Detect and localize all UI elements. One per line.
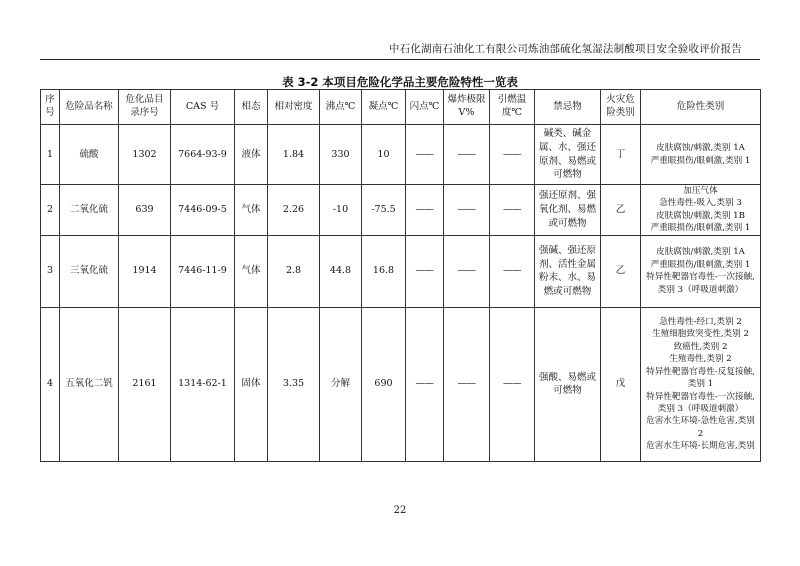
hazard-line: 急性毒性-吸入,类别 3: [659, 198, 742, 209]
cell-forbidden: 强酸、易燃或可燃物: [535, 307, 601, 461]
cell-freezing: 16.8: [362, 235, 406, 307]
cell-cas: 7664-93-9: [171, 125, 235, 185]
col-freezing-header: 凝点℃: [362, 90, 406, 125]
col-cas-header: CAS 号: [171, 90, 235, 125]
cell-seq: 2: [41, 185, 60, 236]
hazard-line: 严重眼损伤/眼刺激,类别 1: [650, 223, 751, 234]
cell-phase: 气体: [235, 235, 268, 307]
cell-explosive: ——: [444, 307, 490, 461]
table-row: [41, 235, 761, 307]
hazard-table: [40, 89, 761, 462]
hazard-line: 严重眼损伤/眼刺激,类别 1: [650, 259, 751, 270]
hazard-line: 特异性靶器官毒性-一次接触,: [646, 272, 755, 283]
cell-fire-class: 乙: [601, 185, 641, 236]
col-hazards-header: 危险性类别: [641, 90, 761, 125]
page-number: 22: [393, 505, 407, 516]
table-row: [41, 125, 761, 185]
cell-explosive: ——: [444, 125, 490, 185]
cell-name: 五氧化二钒: [60, 307, 119, 461]
cell-ignition: ——: [490, 235, 535, 307]
cell-freezing: 690: [362, 307, 406, 461]
cell-flash: ——: [406, 235, 444, 307]
cell-ignition: ——: [490, 125, 535, 185]
col-forbidden-header: 禁忌物: [535, 90, 601, 125]
cell-phase: 液体: [235, 125, 268, 185]
hazard-line: 皮肤腐蚀/刺激,类别 1A: [656, 247, 745, 258]
hazard-line: 生殖毒性,类别 2: [669, 354, 732, 365]
hazard-line: 2: [697, 428, 704, 439]
cell-flash: ——: [406, 307, 444, 461]
hazard-line: 危害水生环境-长期危害,类别: [646, 441, 755, 452]
cell-boiling: 330: [320, 125, 362, 185]
cell-density: 2.26: [268, 185, 320, 236]
cell-forbidden: 强还原剂、强氧化剂、易燃或可燃物: [535, 185, 601, 236]
cell-boiling: 44.8: [320, 235, 362, 307]
col-ignition-header: 引燃温度℃: [490, 90, 535, 125]
cell-ignition: ——: [490, 185, 535, 236]
hazard-line: 生殖细胞致突变性,类别 2: [652, 329, 749, 340]
cell-cas: 7446-11-9: [171, 235, 235, 307]
cell-phase: 气体: [235, 185, 268, 236]
cell-hazards: [641, 125, 761, 185]
cell-density: 3.35: [268, 307, 320, 461]
cell-name: 三氧化硫: [60, 235, 119, 307]
cell-freezing: -75.5: [362, 185, 406, 236]
cell-fire-class: 丁: [601, 125, 641, 185]
cell-catalog-no: 1914: [119, 235, 171, 307]
cell-hazards: [641, 307, 761, 461]
cell-flash: ——: [406, 185, 444, 236]
cell-boiling: 分解: [320, 307, 362, 461]
hazard-line: 特异性靶器官毒性-一次接触,: [646, 391, 755, 402]
table-header: [41, 90, 761, 125]
report-header-title: 中石化湖南石油化工有限公司炼油部硫化氢湿法制酸项目安全验收评价报告: [388, 43, 742, 55]
cell-name: 二氧化硫: [60, 185, 119, 236]
table-body: [41, 125, 761, 462]
table-caption: 表 3-2 本项目危险化学品主要危险特性一览表: [282, 75, 518, 89]
cell-hazards: [641, 185, 761, 236]
col-catalog-no-header: 危化品目录序号: [119, 90, 171, 125]
hazard-line: 急性毒性-经口,类别 2: [659, 316, 742, 327]
cell-forbidden: 强碱、强还原剂、活性金属粉末、水、易燃或可燃物: [535, 235, 601, 307]
col-seq-header: 序号: [41, 90, 60, 125]
hazard-line: 类别 1: [687, 379, 714, 390]
hazard-line: 加压气体: [683, 186, 718, 196]
cell-freezing: 10: [362, 125, 406, 185]
cell-density: 1.84: [268, 125, 320, 185]
cell-explosive: ——: [444, 235, 490, 307]
cell-catalog-no: 639: [119, 185, 171, 236]
col-explosive-header: 爆炸极限 V%: [444, 90, 490, 125]
hazard-line: 致癌性,类别 2: [673, 341, 728, 352]
cell-phase: 固体: [235, 307, 268, 461]
hazard-line: 皮肤腐蚀/刺激,类别 1B: [656, 210, 745, 221]
cell-catalog-no: 1302: [119, 125, 171, 185]
cell-seq: 4: [41, 307, 60, 461]
hazard-line: 特异性靶器官毒性-反复接触,: [646, 366, 755, 377]
hazard-line: 危害水生环境-急性危害,类别: [646, 416, 755, 427]
col-boiling-header: 沸点℃: [320, 90, 362, 125]
cell-ignition: ——: [490, 307, 535, 461]
hazard-line: 皮肤腐蚀/刺激,类别 1A: [656, 143, 745, 154]
header-rule: [40, 59, 760, 60]
col-density-header: 相对密度: [268, 90, 320, 125]
col-flash-header: 闪点℃: [406, 90, 444, 125]
cell-cas: 1314-62-1: [171, 307, 235, 461]
cell-boiling: -10: [320, 185, 362, 236]
hazard-line: 类别 3（呼吸道刺激）: [657, 403, 744, 414]
cell-density: 2.8: [268, 235, 320, 307]
cell-name: 硫酸: [60, 125, 119, 185]
cell-seq: 3: [41, 235, 60, 307]
cell-flash: ——: [406, 125, 444, 185]
col-fire-class-header: 火灾危险类别: [601, 90, 641, 125]
cell-seq: 1: [41, 125, 60, 185]
header-row: [41, 90, 761, 125]
cell-forbidden: 碱类、碱金属、水、强还原剂、易燃或可燃物: [535, 125, 601, 185]
cell-hazards: [641, 235, 761, 307]
col-phase-header: 相态: [235, 90, 268, 125]
cell-fire-class: 乙: [601, 235, 641, 307]
cell-fire-class: 戊: [601, 307, 641, 461]
table-row: [41, 185, 761, 236]
table-row: [41, 307, 761, 461]
hazard-line: 类别 3（呼吸道刺激）: [657, 284, 744, 295]
cell-cas: 7446-09-5: [171, 185, 235, 236]
hazard-line: 严重眼损伤/眼刺激,类别 1: [650, 155, 751, 166]
cell-explosive: ——: [444, 185, 490, 236]
col-name-header: 危险品名称: [60, 90, 119, 125]
cell-catalog-no: 2161: [119, 307, 171, 461]
